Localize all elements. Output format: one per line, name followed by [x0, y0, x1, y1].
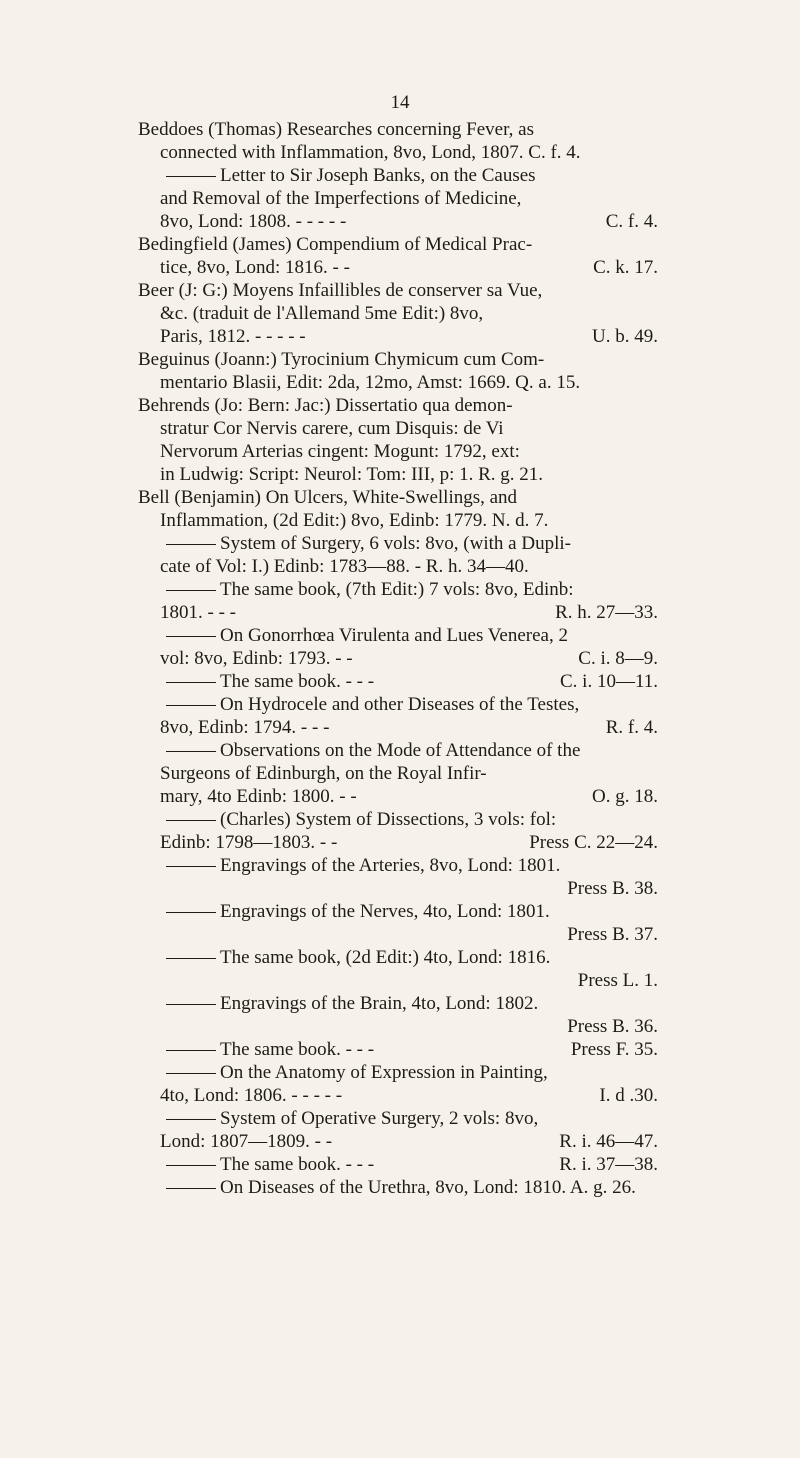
entry-line: Lond: 1807—1809. - - [160, 1131, 333, 1152]
ditto-dash [166, 1073, 216, 1074]
entry-line: and Removal of the Imperfections of Medicine, [160, 188, 522, 209]
ditto-dash [166, 1165, 216, 1166]
shelf-mark: Press C. 22—24. [529, 832, 658, 853]
catalogue-entry [138, 992, 658, 1038]
catalogue-entry [138, 900, 658, 946]
entry-line: On the Anatomy of Expression in Painting, [220, 1062, 548, 1083]
entry-line: The same book. - - - [220, 1039, 375, 1060]
ditto-dash [166, 176, 216, 177]
entry-line: Behrends (Jo: Bern: Jac:) Dissertatio qua demon- [138, 395, 513, 416]
catalogue-entry [138, 808, 658, 854]
entry-line: 8vo, Lond: 1808. - - - - - [160, 211, 347, 232]
catalogue-entry [138, 946, 658, 992]
page-number: 14 [390, 92, 410, 113]
catalogue-entry [138, 578, 658, 624]
catalogue-entry [138, 1038, 658, 1061]
entry-line: Edinb: 1798—1803. - - [160, 832, 338, 853]
entry-line: connected with Inflammation, 8vo, Lond, 1807. C. f. 4. [160, 142, 581, 163]
catalogue-entry [138, 348, 658, 394]
shelf-mark: R. f. 4. [605, 717, 658, 738]
shelf-mark: Press B. 37. [567, 924, 658, 945]
shelf-mark: C. i. 8—9. [578, 648, 658, 669]
entry-line: The same book. - - - [220, 1154, 375, 1175]
catalogue-entry [138, 1107, 658, 1153]
entry-line: Nervorum Arterias cingent: Mogunt: 1792, ext: [160, 441, 520, 462]
entry-line: Engravings of the Arteries, 8vo, Lond: 1801. [220, 855, 561, 876]
ditto-dash [166, 636, 216, 637]
catalogue-entry [138, 532, 658, 578]
ditto-dash [166, 958, 216, 959]
shelf-mark: R. i. 37—38. [559, 1154, 658, 1175]
entry-line: mentario Blasii, Edit: 2da, 12mo, Amst: 1669. Q. a. 15. [160, 372, 581, 393]
entry-line: tice, 8vo, Lond: 1816. - - [160, 257, 350, 278]
ditto-dash [166, 1004, 216, 1005]
catalogue-entry [138, 118, 658, 164]
ditto-dash [166, 912, 216, 913]
catalogue-entry [138, 486, 658, 532]
ditto-dash [166, 1188, 216, 1189]
entry-line: cate of Vol: I.) Edinb: 1783—88. - R. h. 34—40. [160, 556, 529, 577]
shelf-mark: I. d .30. [599, 1085, 658, 1106]
catalogue-entry [138, 854, 658, 900]
entry-line: Letter to Sir Joseph Banks, on the Causes [220, 165, 536, 186]
shelf-mark: Press B. 36. [567, 1016, 658, 1037]
entry-line: Bell (Benjamin) On Ulcers, White-Swellings, and [138, 487, 518, 508]
entry-line: Inflammation, (2d Edit:) 8vo, Edinb: 1779. N. d. 7. [160, 510, 549, 531]
shelf-mark: R. i. 46—47. [559, 1131, 658, 1152]
entry-line: Observations on the Mode of Attendance of the [220, 740, 581, 761]
ditto-dash [166, 1119, 216, 1120]
entry-line: System of Operative Surgery, 2 vols: 8vo, [220, 1108, 539, 1129]
entry-line: The same book, (2d Edit:) 4to, Lond: 1816. [220, 947, 551, 968]
entry-line: Beer (J: G:) Moyens Infaillibles de conserver sa Vue, [138, 280, 543, 301]
entry-line: Engravings of the Brain, 4to, Lond: 1802. [220, 993, 539, 1014]
entry-line: Beddoes (Thomas) Researches concerning Fever, as [138, 119, 534, 140]
entry-line: The same book. - - - [220, 671, 375, 692]
ditto-dash [166, 820, 216, 821]
catalogue-entry [138, 1153, 658, 1176]
ditto-dash [166, 1050, 216, 1051]
entry-line: vol: 8vo, Edinb: 1793. - - [160, 648, 353, 669]
shelf-mark: U. b. 49. [592, 326, 658, 347]
catalogue-list [138, 118, 658, 1199]
entry-line: &c. (traduit de l'Allemand 5me Edit:) 8vo, [160, 303, 484, 324]
entry-line: On Gonorrhœa Virulenta and Lues Venerea, 2 [220, 625, 568, 646]
catalogue-entry [138, 670, 658, 693]
ditto-dash [166, 682, 216, 683]
entry-line: (Charles) System of Dissections, 3 vols: fol: [220, 809, 557, 830]
entry-line: Beguinus (Joann:) Tyrocinium Chymicum cum Com- [138, 349, 545, 370]
shelf-mark: Press B. 38. [567, 878, 658, 899]
ditto-dash [166, 544, 216, 545]
entry-line: mary, 4to Edinb: 1800. - - [160, 786, 357, 807]
catalogue-entry [138, 739, 658, 808]
shelf-mark: C. i. 10—11. [560, 671, 658, 692]
entry-line: stratur Cor Nervis carere, cum Disquis: de Vi [160, 418, 504, 439]
shelf-mark: O. g. 18. [592, 786, 658, 807]
catalogue-entry [138, 624, 658, 670]
catalogue-entry [138, 233, 658, 279]
ditto-dash [166, 751, 216, 752]
shelf-mark: C. f. 4. [605, 211, 658, 232]
entry-line: Engravings of the Nerves, 4to, Lond: 1801. [220, 901, 550, 922]
catalogue-entry [138, 394, 658, 486]
ditto-dash [166, 866, 216, 867]
ditto-dash [166, 590, 216, 591]
entry-line: 4to, Lond: 1806. - - - - - [160, 1085, 343, 1106]
entry-line: 1801. - - - [160, 602, 236, 623]
catalogue-entry [138, 164, 658, 233]
entry-line: Surgeons of Edinburgh, on the Royal Infir- [160, 763, 487, 784]
entry-line: Paris, 1812. - - - - - [160, 326, 306, 347]
shelf-mark: Press L. 1. [577, 970, 658, 991]
catalogue-entry [138, 1176, 658, 1199]
ditto-dash [166, 705, 216, 706]
entry-line: On Diseases of the Urethra, 8vo, Lond: 1810. A. g. 26. [220, 1177, 636, 1198]
shelf-mark: C. k. 17. [593, 257, 658, 278]
shelf-mark: R. h. 27—33. [555, 602, 658, 623]
entry-line: On Hydrocele and other Diseases of the Testes, [220, 694, 580, 715]
catalogue-entry [138, 1061, 658, 1107]
entry-line: The same book, (7th Edit:) 7 vols: 8vo, Edinb: [220, 579, 574, 600]
entry-line: System of Surgery, 6 vols: 8vo, (with a Dupli- [220, 533, 571, 554]
catalogue-entry [138, 693, 658, 739]
catalogue-entry [138, 279, 658, 348]
entry-line: 8vo, Edinb: 1794. - - - [160, 717, 330, 738]
entry-line: Bedingfield (James) Compendium of Medical Prac- [138, 234, 533, 255]
entry-line: in Ludwig: Script: Neurol: Tom: III, p: 1. R. g. 21. [160, 464, 544, 485]
shelf-mark: Press F. 35. [570, 1039, 658, 1060]
